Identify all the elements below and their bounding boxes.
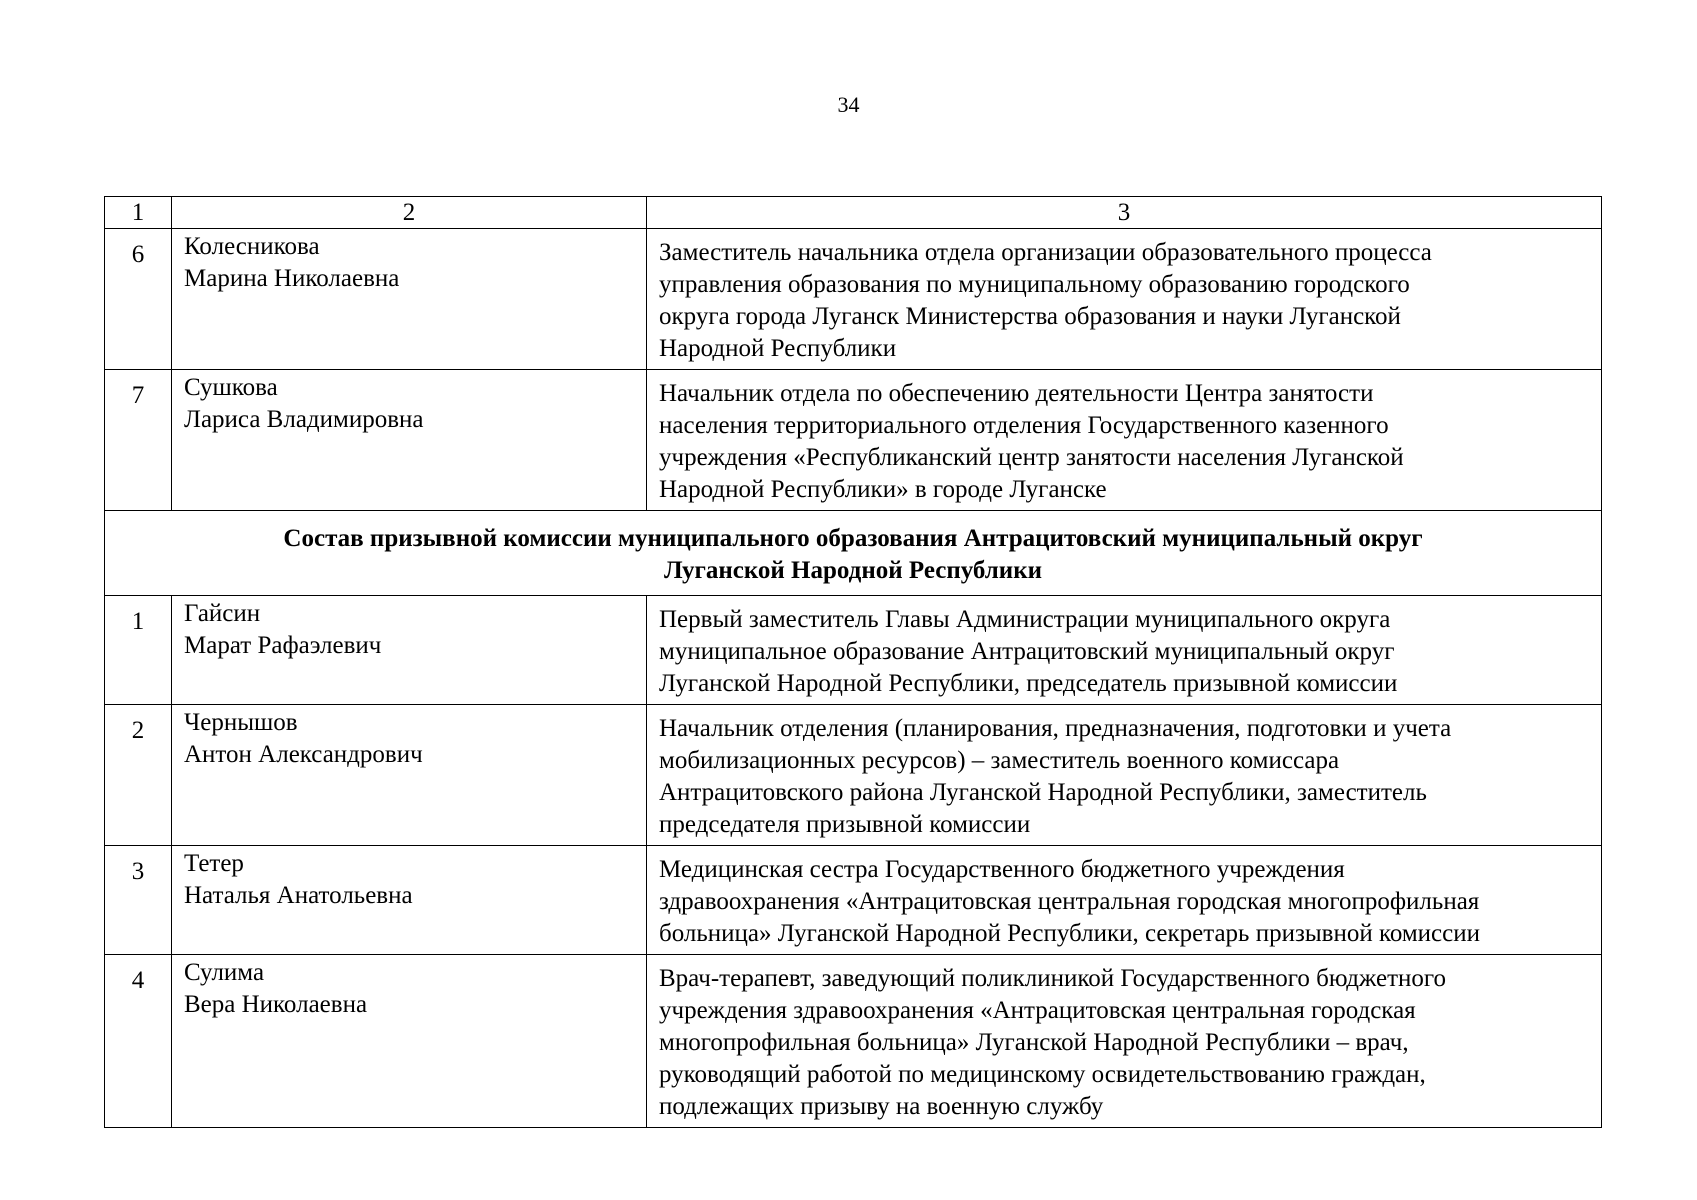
- position-line: учреждения «Республиканский центр занятости населения Луганской: [659, 444, 1404, 471]
- position-line: Первый заместитель Главы Администрации муниципального округа: [659, 606, 1391, 633]
- member-name: [172, 955, 647, 1128]
- member-name: [172, 596, 647, 705]
- position-line: Начальник отделения (планирования, предназначения, подготовки и учета: [659, 715, 1452, 742]
- commission-table: [104, 196, 1602, 1128]
- position-line: руководящий работой по медицинскому освидетельствованию граждан,: [659, 1061, 1426, 1088]
- table-row: [105, 596, 1602, 705]
- member-surname: Сулима: [184, 959, 265, 986]
- position-line: Антрацитовского района Луганской Народной Республики, заместитель: [659, 779, 1427, 806]
- position-line: многопрофильная больница» Луганской Народной Республики – врач,: [659, 1029, 1409, 1056]
- section-heading: [105, 511, 1602, 596]
- position-line: Начальник отдела по обеспечению деятельности Центра занятости: [659, 380, 1374, 407]
- section-heading-row: [105, 511, 1602, 596]
- position-line: мобилизационных ресурсов) – заместитель военного комиссара: [659, 747, 1340, 774]
- row-number: 4: [105, 955, 172, 1128]
- member-name: [172, 705, 647, 846]
- member-name: [172, 229, 647, 370]
- section-heading-line: Луганской Народной Республики: [663, 557, 1043, 584]
- position-line: учреждения здравоохранения «Антрацитовская центральная городская: [659, 997, 1416, 1024]
- header-cell-3: 3: [647, 197, 1602, 229]
- member-surname: Чернышов: [184, 709, 298, 736]
- member-given-name: Марат Рафаэлевич: [184, 632, 382, 659]
- position-line: Народной Республики» в городе Луганске: [659, 476, 1107, 503]
- position-line: председателя призывной комиссии: [659, 811, 1031, 838]
- position-line: муниципальное образование Антрацитовский муниципальный округ: [659, 638, 1395, 665]
- row-number: 1: [105, 596, 172, 705]
- section-heading-line: Состав призывной комиссии муниципального образования Антрацитовский муниципальный округ: [283, 525, 1423, 552]
- position-line: Луганской Народной Республики, председатель призывной комиссии: [659, 670, 1398, 697]
- position-line: населения территориального отделения Государственного казенного: [659, 412, 1389, 439]
- member-surname: Колесникова: [184, 233, 320, 260]
- member-surname: Тетер: [184, 850, 244, 877]
- position-line: округа города Луганск Министерства образования и науки Луганской: [659, 303, 1401, 330]
- table-row: [105, 229, 1602, 370]
- row-number: 6: [105, 229, 172, 370]
- member-surname: Сушкова: [184, 374, 278, 401]
- member-position: [647, 705, 1602, 846]
- header-cell-2: 2: [172, 197, 647, 229]
- member-name: [172, 846, 647, 955]
- table-row: [105, 370, 1602, 511]
- member-position: [647, 229, 1602, 370]
- member-position: [647, 370, 1602, 511]
- member-position: [647, 846, 1602, 955]
- table-row: [105, 955, 1602, 1128]
- row-number: 7: [105, 370, 172, 511]
- position-line: больница» Луганской Народной Республики, секретарь призывной комиссии: [659, 920, 1480, 947]
- row-number: 2: [105, 705, 172, 846]
- member-position: [647, 955, 1602, 1128]
- member-given-name: Марина Николаевна: [184, 265, 400, 292]
- member-surname: Гайсин: [184, 600, 261, 627]
- member-given-name: Наталья Анатольевна: [184, 882, 413, 909]
- position-line: здравоохранения «Антрацитовская центральная городская многопрофильная: [659, 888, 1480, 915]
- table-row: [105, 705, 1602, 846]
- position-line: Медицинская сестра Государственного бюджетного учреждения: [659, 856, 1345, 883]
- position-line: Народной Республики: [659, 335, 897, 362]
- row-number: 3: [105, 846, 172, 955]
- position-line: подлежащих призыву на военную службу: [659, 1093, 1104, 1120]
- position-line: Заместитель начальника отдела организации образовательного процесса: [659, 239, 1432, 266]
- member-name: [172, 370, 647, 511]
- member-position: [647, 596, 1602, 705]
- header-cell-1: 1: [105, 197, 172, 229]
- page-number: 34: [837, 92, 860, 117]
- member-given-name: Антон Александрович: [184, 741, 423, 768]
- table-row: [105, 846, 1602, 955]
- member-given-name: Лариса Владимировна: [184, 406, 424, 433]
- position-line: Врач-терапевт, заведующий поликлиникой Государственного бюджетного: [659, 965, 1446, 992]
- member-given-name: Вера Николаевна: [184, 991, 368, 1018]
- position-line: управления образования по муниципальному образованию городского: [659, 271, 1410, 298]
- table-header-row: [105, 197, 1602, 229]
